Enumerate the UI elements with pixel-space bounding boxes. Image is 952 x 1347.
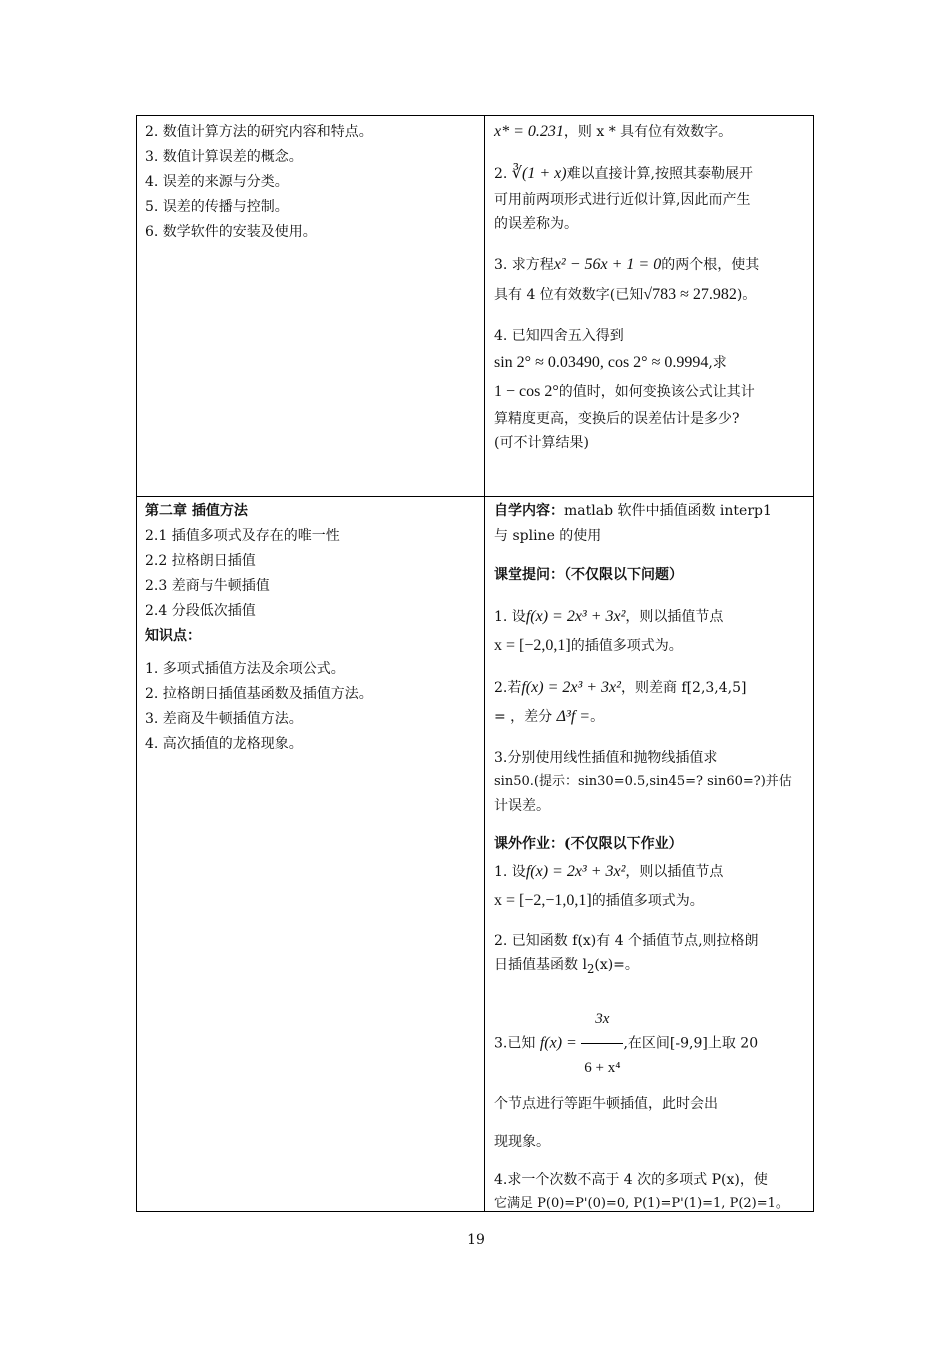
page-number: 19 bbox=[467, 1232, 485, 1248]
list-item: 5. 误差的传播与控制。 bbox=[145, 199, 289, 215]
knowledge-item: 3. 差商及牛顿插值方法。 bbox=[145, 711, 303, 727]
fraction: $\frac{3x}{\text{6 + x⁴}}$ bbox=[581, 995, 623, 1092]
question-3: 3. 求方程x² − 56x + 1 = 0的两个根，使其 bbox=[494, 256, 760, 273]
homework-2: 2. 已知函数 f(x)有 4 个插值节点,则拉格朗 bbox=[494, 933, 759, 949]
bottom-right-cell: 自学内容：matlab 软件中插值函数 interp1 与 spline 的使用 课堂提问：（不仅限以下问题） 1. 设f(x) = 2x³ + 3x²，则以插值节点 x = [−2,0,1]的插值多项式为。 2.若f(x) = 2x³ + 3x²，则差商 f[2,3,4,5] = ，差分 Δ³f =。 3.分别使用线性插值和抛物线插值求 sin50.(提示：sin30=0.5,sin45=? sin60=?)并估 计误差。 课外作业：(不仅限以下作业） 1. 设f(x) = 2x³ + 3x²，则以插值节点 x = [−2,−1,0,1]的插值多项式为。 2. 已知函数 f(x)有 4 个插值节点,则拉格朗 日插值基函数 $l_2(x)=$。 3.已知 f(x) = $\frac{3x}{\text{6 + x⁴}}$ ,在区间[-9,9]上取 20 个节点进行等距牛顿插值，此时会出 现现象。 4.求一个次数不高于 4 次的多项式 P(x)，使 它满足 P(0)=P'(0)=0, P(1)=P'(1)=1, P(2)=1。 bbox=[494, 499, 806, 1216]
formula: f(x) = 2x³ + 3x² bbox=[521, 679, 621, 696]
bottom-left-cell bbox=[145, 499, 475, 757]
class-question-1: 1. 设f(x) = 2x³ + 3x²，则以插值节点 bbox=[494, 608, 724, 625]
formula: f(x) = 2x³ + 3x² bbox=[525, 608, 626, 625]
column-divider bbox=[484, 116, 485, 1211]
formula: x² − 56x + 1 = 0 bbox=[553, 256, 662, 273]
formula: x = [−2,−1,0,1] bbox=[494, 892, 592, 909]
class-question-3: 3.分别使用线性插值和抛物线插值求 bbox=[494, 750, 718, 766]
homework-1: 1. 设f(x) = 2x³ + 3x²，则以插值节点 bbox=[494, 863, 724, 880]
formula: 1 − cos 2° bbox=[494, 383, 559, 400]
knowledge-item: 1. 多项式插值方法及余项公式。 bbox=[145, 661, 345, 677]
formula: sin 2° ≈ 0.03490, cos 2° ≈ 0.9994 bbox=[494, 354, 709, 371]
list-item: 3. 数值计算误差的概念。 bbox=[145, 149, 303, 165]
list-item: 4. 误差的来源与分类。 bbox=[145, 174, 289, 190]
syllabus-table bbox=[136, 115, 814, 1212]
formula: √783 ≈ 27.982 bbox=[643, 286, 737, 303]
knowledge-item: 2. 拉格朗日插值基函数及插值方法。 bbox=[145, 686, 373, 702]
class-question-2: 2.若f(x) = 2x³ + 3x²，则差商 f[2,3,4,5] bbox=[494, 679, 747, 696]
homework-label: 课外作业：(不仅限以下作业） bbox=[494, 836, 683, 852]
section-item: 2.3 差商与牛顿插值 bbox=[145, 578, 270, 594]
top-left-cell bbox=[145, 120, 475, 245]
formula: Δ³f = bbox=[556, 708, 591, 725]
homework-3: 3.已知 f(x) = $\frac{3x}{\text{6 + x⁴}}$ ,在区间[-9,9]上取 20 bbox=[494, 995, 806, 1092]
list-item: 2. 数值计算方法的研究内容和特点。 bbox=[145, 124, 373, 140]
top-right-cell: x* = 0.231，则 x * 具有位有效数字。 2. ∛(1 + x)难以直接计算,按照其泰勒展开 可用前两项形式进行近似计算,因此而产生 的误差称为。 3. 求方程x² − 56x + 1 = 0的两个根，使其 具有 4 位有效数字(已知√783 ≈ 27.982)。 4. 已知四舍五入得到 sin 2° ≈ 0.03490, cos 2° ≈ 0.9994,求 1 − cos 2°的值时，如何变换该公式让其计 算精度更高，变换后的误差估计是多少? (可不计算结果) bbox=[494, 118, 806, 455]
section-item: 2.4 分段低次插值 bbox=[145, 603, 256, 619]
class-questions-label: 课堂提问：（不仅限以下问题） bbox=[494, 567, 683, 583]
chapter-title: 第二章 插值方法 bbox=[145, 503, 248, 519]
section-item: 2.1 插值多项式及存在的唯一性 bbox=[145, 528, 340, 544]
knowledge-label: 知识点： bbox=[145, 628, 201, 644]
formula: x* = 0.231 bbox=[494, 123, 564, 140]
formula: f(x) = 2x³ + 3x² bbox=[525, 863, 626, 880]
question-1: x* = 0.231，则 x * 具有位有效数字。 bbox=[494, 123, 733, 140]
self-study: 自学内容：matlab 软件中插值函数 interp1 bbox=[494, 503, 772, 519]
formula: x = [−2,0,1] bbox=[494, 637, 571, 654]
row-divider bbox=[137, 496, 813, 497]
formula: ∛(1 + x) bbox=[511, 165, 567, 182]
homework-4: 4.求一个次数不高于 4 次的多项式 P(x)，使 bbox=[494, 1171, 768, 1188]
section-item: 2.2 拉格朗日插值 bbox=[145, 553, 256, 569]
list-item: 6. 数学软件的安装及使用。 bbox=[145, 224, 317, 240]
knowledge-item: 4. 高次插值的龙格现象。 bbox=[145, 736, 303, 752]
question-2: 2. ∛(1 + x)难以直接计算,按照其泰勒展开 bbox=[494, 165, 754, 182]
question-4: 4. 已知四舍五入得到 bbox=[494, 328, 624, 344]
